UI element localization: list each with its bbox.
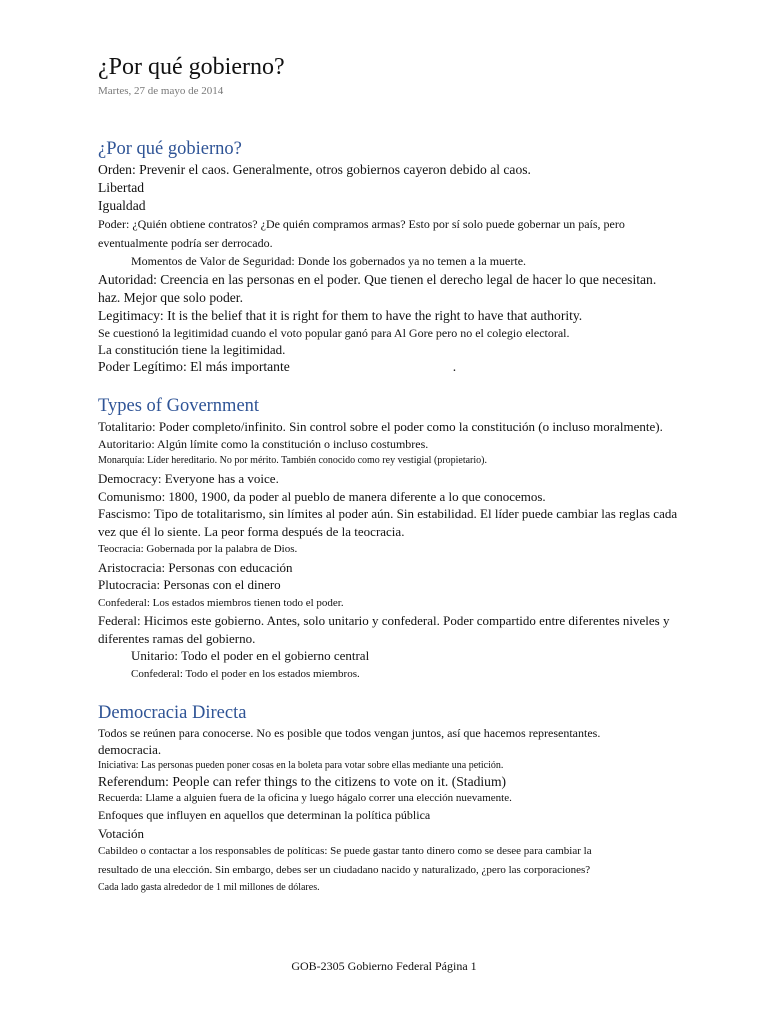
note-line: Enfoques que influyen en aquellos que determinan la política pública [98,808,431,822]
note-line: Comunismo: 1800, 1900, da poder al pueblo de manera diferente a lo que conocemos. [98,488,546,504]
note-line: Iniciativa: Las personas pueden poner cosas en la boleta para votar sobre ellas mediante una petición. [98,759,504,771]
note-line: Confederal: Todo el poder en los estados miembros. [131,667,360,680]
note-line-text: Poder Legítimo: El más importante [98,359,290,374]
section-heading: ¿Por qué gobierno? [98,139,242,159]
note-line: Momentos de Valor de Seguridad: Donde los gobernados ya no temen a la muerte. [131,254,527,268]
page-footer: GOB-2305 Gobierno Federal Página 1 [291,959,477,973]
note-line: Poder: ¿Quién obtiene contratos? ¿De quién compramos armas? Esto por sí solo puede gobernar un país, pero [98,217,625,231]
page-date: Martes, 27 de mayo de 2014 [98,85,224,97]
note-line: Federal: Hicimos este gobierno. Antes, solo unitario y confederal. Poder compartido entre diferentes niveles y diferentes ramas del gobierno. [98,613,670,646]
note-line: Autoridad: Creencia en las personas en el poder. Que tienen el derecho legal de hacer lo que necesitan. [98,271,657,287]
note-line: Autoritario: Algún límite como la constitución o incluso costumbres. [98,436,429,451]
note-line: democracia. [98,742,162,757]
note-line: Todos se reúnen para conocerse. No es posible que todos vengan juntos, así que hacemos representantes. [98,726,601,740]
note-line: Totalitario: Poder completo/infinito. Sin control sobre el poder como la constitución (o incluso moralmente). [98,419,663,434]
note-line: Igualdad [98,198,146,213]
note-line: Monarquía: Líder hereditario. No por mérito. También conocido como rey vestigial (propietario). [98,454,487,466]
page-title: ¿Por qué gobierno? [98,54,285,80]
note-line: La constitución tiene la legitimidad. [98,341,286,357]
section-heading: Types of Government [98,396,260,416]
note-line: Aristocracia: Personas con educación [98,559,293,575]
note-line: Legitimacy: It is the belief that it is right for them to have the right to have that authority. [98,307,583,323]
note-line: Teocracia: Gobernada por la palabra de Dios. [98,543,298,555]
note-line: Orden: Prevenir el caos. Generalmente, otros gobiernos cayeron debido al caos. [98,162,531,177]
note-line: Referendum: People can refer things to the citizens to vote on it. (Stadium) [98,773,507,789]
note-line: Cabildeo o contactar a los responsables de políticas: Se puede gastar tanto dinero como se desee para cambiar la [98,845,592,857]
note-line: Confederal: Los estados miembros tienen todo el poder. [98,596,344,609]
note-line: Votación [98,825,144,841]
note-line: resultado de una elección. Sin embargo, debes ser un ciudadano nacido y naturalizado, ¿pero las corporaciones? [98,863,591,876]
note-line: Cada lado gasta alrededor de 1 mil millones de dólares. [98,882,320,893]
note-line-tail: . [452,359,457,374]
note-line: haz. Mejor que solo poder. [98,289,243,305]
note-line: Fascismo: Tipo de totalitarismo, sin límites al poder aún. Sin estabilidad. El líder puede cambiar las reglas cada vez que él lo siente. La peor forma después de la teocracia. [98,506,678,539]
note-line: Democracy: Everyone has a voice. [98,471,279,486]
note-line: Se cuestionó la legitimidad cuando el voto popular ganó para Al Gore pero no el colegio electoral. [98,325,570,340]
section-heading: Democracia Directa [98,703,247,723]
note-line: Unitario: Todo el poder en el gobierno central [131,648,370,663]
note-line [98,358,698,376]
note-line: Recuerda: Llame a alguien fuera de la oficina y luego hágalo correr una elección nuevamente. [98,792,512,804]
note-line: Plutocracia: Personas con el dinero [98,577,281,592]
note-body [98,137,698,898]
note-line: Libertad [98,180,145,195]
note-line: eventualmente podría ser derrocado. [98,235,273,250]
